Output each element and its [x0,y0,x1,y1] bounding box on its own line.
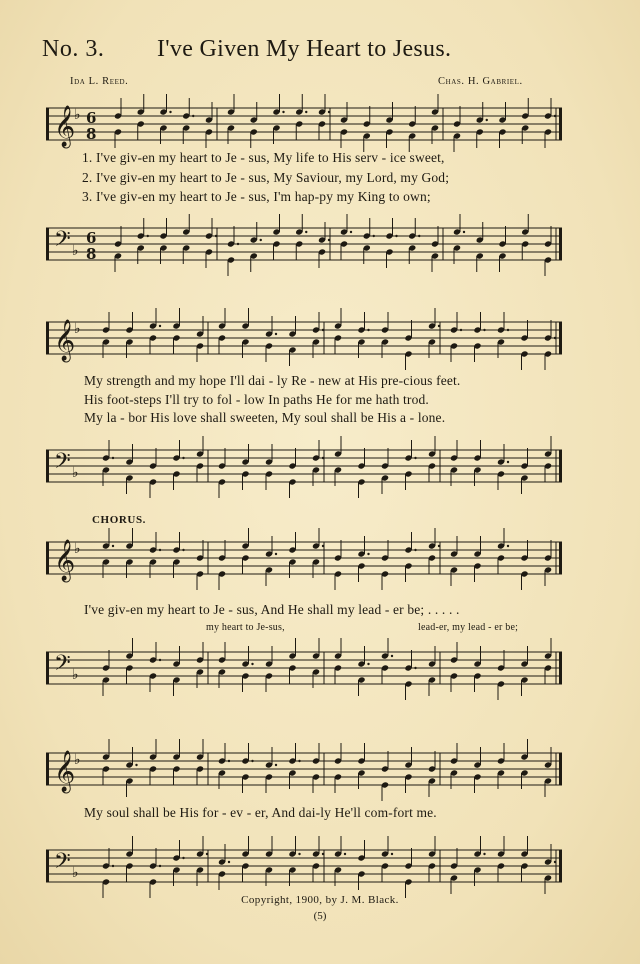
system-bar [46,228,49,260]
page-number: (5) [313,910,327,922]
dot-icon [135,764,137,766]
dot-icon [414,667,416,669]
bass-staff-system-1 [46,224,562,264]
treble-staff-system-2 [46,318,562,361]
flat-key-signature-icon: ♭ [74,107,81,123]
dot-icon [112,457,114,459]
bass-clef-icon: 𝄢 [54,227,71,257]
dot-icon [483,853,485,855]
dot-icon [298,760,300,762]
dot-icon [159,659,161,661]
dot-icon [554,115,556,117]
treble-staff-chorus-1 [46,538,562,581]
dot-icon [322,329,324,331]
chorus-line-1: I've giv-en my heart to Je - sus, And He shall my lead - er be; . . . . . [84,602,460,617]
treble-clef-icon: 𝄞 [54,320,76,361]
dot-icon [507,545,509,547]
barline [559,322,562,354]
flat-key-signature-icon: ♭ [72,465,79,481]
verse-3-line-2: My la - bor His love shall sweeten, My soul shall be His a - lone. [84,410,446,425]
dot-icon [373,235,375,237]
dot-icon [237,243,239,245]
dot-icon [275,553,277,555]
dot-icon [438,325,440,327]
chorus-echo-1: my heart to Je-sus, [206,622,285,633]
dot-icon [275,333,277,335]
system-bar [46,850,49,882]
dot-icon [391,853,393,855]
bass-clef-icon: 𝄢 [54,651,71,681]
dot-icon [483,329,485,331]
verse-2-line-2: His foot-steps I'll try to fol - low In paths He for me hath trod. [84,392,429,407]
chorus-label: CHORUS. [92,514,147,526]
composer-credit: Chas. H. Gabriel. [438,76,523,87]
bass-staff-chorus-2 [46,846,562,886]
dot-icon [159,549,161,551]
dot-icon [414,457,416,459]
dot-icon [414,549,416,551]
dot-icon [228,861,230,863]
verse-2-line-1: 2. I've giv-en my heart to Je - sus, My Saviour, my Lord, my God; [82,170,450,185]
dot-icon [169,111,171,113]
treble-clef-icon: 𝄞 [54,106,76,147]
dot-icon [215,235,217,237]
dot-icon [282,111,284,113]
copyright-notice: Copyright, 1900, by J. M. Black. [241,894,399,906]
bass-staff-system-2 [46,446,562,486]
hymn-number: No. 3. [42,36,105,62]
dot-icon [350,231,352,233]
dot-icon [275,764,277,766]
dot-icon [251,760,253,762]
dot-icon [112,545,114,547]
dot-icon [344,853,346,855]
dot-icon [305,231,307,233]
dot-icon [328,111,330,113]
system-bar [46,753,49,785]
dot-icon [322,545,324,547]
dot-icon [182,457,184,459]
verse-3-line-1: 3. I've giv-en my heart to Je - sus, I'm hap-py my King to own; [82,189,431,204]
bass-clef-icon: 𝄢 [54,449,71,479]
flat-key-signature-icon: ♭ [72,667,79,683]
system-bar [46,450,49,482]
dot-icon [159,865,161,867]
dot-icon [159,325,161,327]
lyricist-credit: Ida L. Reed. [70,76,129,87]
system-bar [46,652,49,684]
system-bar [46,108,49,140]
chorus-line-2: My soul shall be His for - ev - er, And dai-ly He'll com-fort me. [84,805,437,820]
dot-icon [228,760,230,762]
treble-staff-chorus-2 [46,749,562,792]
barline [559,652,562,684]
dot-icon [322,853,324,855]
time-signature-top: 6 [86,229,97,247]
dot-icon [554,337,556,339]
dot-icon [460,329,462,331]
verse-1-line-1: 1. I've giv-en my heart to Je - sus, My life to His serv - ice sweet, [82,150,445,165]
dot-icon [298,853,300,855]
dot-icon [192,115,194,117]
dot-icon [507,461,509,463]
flat-key-signature-icon: ♭ [74,321,81,337]
flat-key-signature-icon: ♭ [72,865,79,881]
dot-icon [322,457,324,459]
barline [559,542,562,574]
barline [559,228,562,260]
dot-icon [260,239,262,241]
dot-icon [182,549,184,551]
bass-clef-icon: 𝄢 [54,849,71,879]
dot-icon [391,655,393,657]
barline [559,108,562,140]
hymn-header [0,0,640,100]
final-barline [559,753,562,785]
time-signature-bottom: 8 [86,125,97,143]
system-bar [46,542,49,574]
dot-icon [206,853,208,855]
system-bar [46,322,49,354]
dot-icon [507,329,509,331]
verse-1-line-2: My strength and my hope I'll dai - ly Re - new at His pre-cious feet. [84,373,461,388]
treble-clef-icon: 𝄞 [54,540,76,581]
dot-icon [367,553,369,555]
bass-staff-chorus-1 [46,648,562,688]
treble-clef-icon: 𝄞 [54,751,76,792]
dot-icon [147,235,149,237]
dot-icon [438,545,440,547]
flat-key-signature-icon: ♭ [74,752,81,768]
dot-icon [486,119,488,121]
dot-icon [367,329,369,331]
dot-icon [395,235,397,237]
dot-icon [554,861,556,863]
chorus-echo-2: lead-er, my lead - er be; [418,622,519,633]
hymn-title: I've Given My Heart to Jesus. [157,36,452,62]
dot-icon [251,663,253,665]
barline [559,450,562,482]
flat-key-signature-icon: ♭ [74,541,81,557]
dot-icon [328,239,330,241]
dot-icon [418,235,420,237]
dot-icon [112,865,114,867]
dot-icon [305,111,307,113]
dot-icon [182,857,184,859]
treble-staff-system-1 [46,104,562,147]
time-signature-top: 6 [86,109,97,127]
dot-icon [367,663,369,665]
time-signature-bottom: 8 [86,245,97,263]
dot-icon [463,231,465,233]
final-barline [559,850,562,882]
flat-key-signature-icon: ♭ [72,243,79,259]
